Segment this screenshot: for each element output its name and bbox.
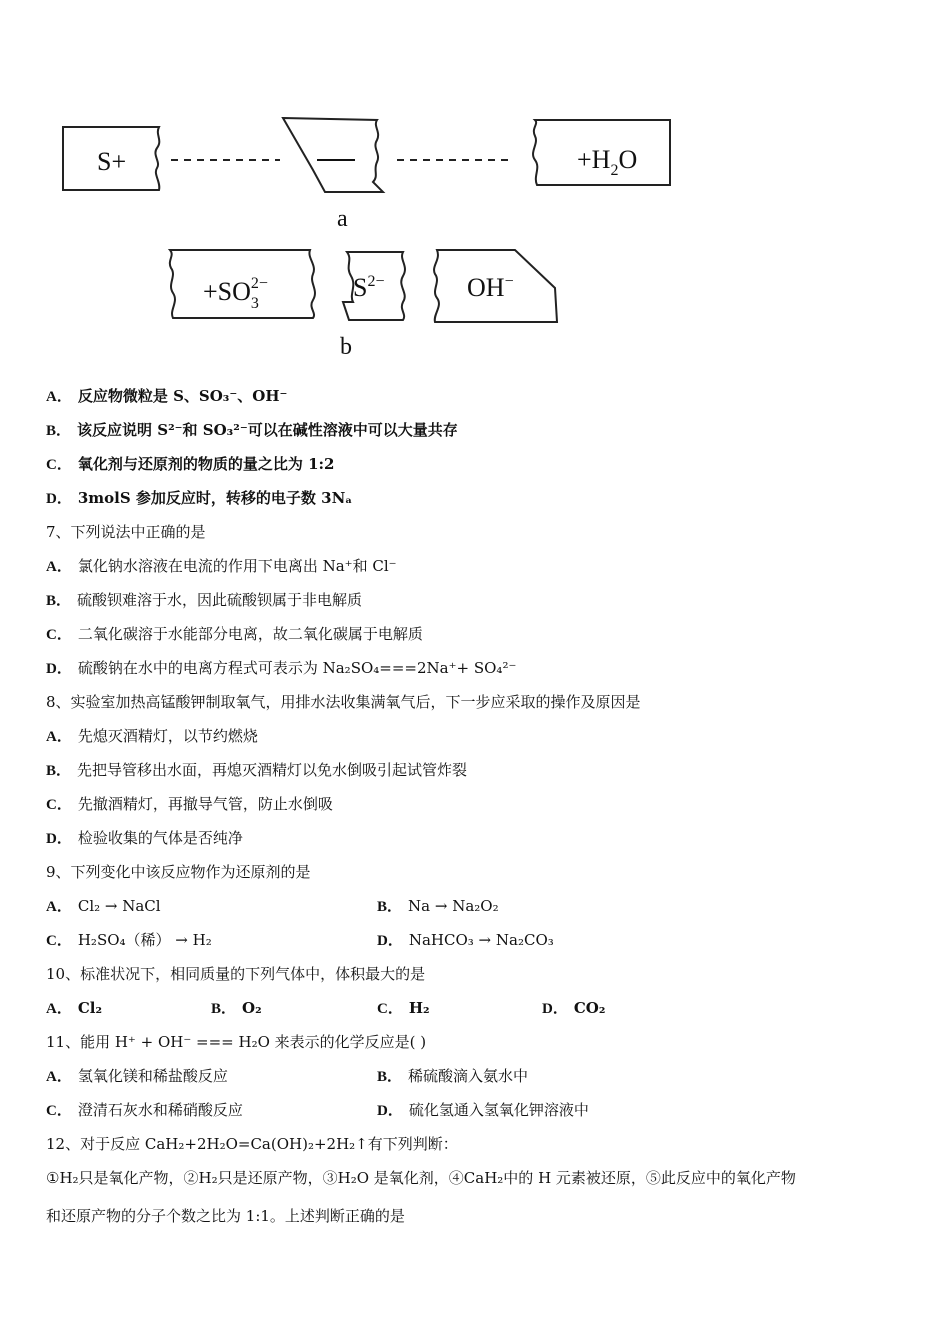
q12-statements-line-2: 和还原产物的分子个数之比为 1:1。上述判断正确的是 bbox=[46, 1207, 405, 1225]
q8-option-a: A． 先熄灭酒精灯，以节约燃烧 bbox=[46, 727, 258, 745]
q11-option-c: C． 澄清石灰水和稀硝酸反应 bbox=[46, 1101, 243, 1119]
q9-option-b: B． Na → Na₂O₂ bbox=[377, 897, 499, 915]
q9-option-d: D． NaHCO₃ → Na₂CO₃ bbox=[377, 931, 554, 949]
q9-options-row-1 bbox=[46, 896, 926, 918]
q10-options-row bbox=[46, 998, 926, 1020]
q8-option-d: D． 检验收集的气体是否纯净 bbox=[46, 829, 243, 847]
q6-option-d: D． 3molS 参加反应时，转移的电子数 3Nₐ bbox=[46, 489, 353, 507]
piece-s-plus: S+ bbox=[97, 147, 127, 176]
q10-option-c: C． H₂ bbox=[377, 999, 430, 1017]
q11-stem: 11、能用 H⁺ + OH⁻ === H₂O 来表示的化学反应是( ) bbox=[46, 1033, 427, 1051]
q9-option-c: C． H₂SO₄（稀） → H₂ bbox=[46, 931, 212, 949]
q10-option-d: D． CO₂ bbox=[542, 999, 606, 1017]
q11-option-d: D． 硫化氢通入氢氧化钾溶液中 bbox=[377, 1101, 589, 1119]
label-b: b bbox=[340, 334, 352, 360]
q11-option-b: B． 稀硫酸滴入氨水中 bbox=[377, 1067, 529, 1085]
q12-stem: 12、对于反应 CaH₂+2H₂O=Ca(OH)₂+2H₂↑有下列判断： bbox=[46, 1135, 458, 1153]
label-a: a bbox=[337, 206, 348, 232]
reaction-diagram bbox=[55, 110, 695, 360]
q8-option-b: B． 先把导管移出水面，再熄灭酒精灯以免水倒吸引起试管炸裂 bbox=[46, 761, 468, 779]
puzzle-pieces-figure bbox=[55, 110, 695, 360]
svg-text:OH−: OH− bbox=[467, 273, 514, 302]
q8-stem: 8、实验室加热高锰酸钾制取氧气，用排水法收集满氧气后，下一步应采取的操作及原因是 bbox=[46, 693, 641, 711]
q6-option-c: C． 氧化剂与还原剂的物质的量之比为 1:2 bbox=[46, 455, 335, 473]
q12-statements-line-1: ①H₂只是氧化产物，②H₂只是还原产物，③H₂O 是氧化剂，④CaH₂中的 H 元素被还原，⑤此反应中的氧化产物 bbox=[46, 1169, 796, 1187]
q7-option-b: B． 硫酸钡难溶于水，因此硫酸钡属于非电解质 bbox=[46, 591, 363, 609]
q6-option-b: B． 该反应说明 S²⁻和 SO₃²⁻可以在碱性溶液中可以大量共存 bbox=[46, 421, 458, 439]
q7-option-d: D． 硫酸钠在水中的电离方程式可表示为 Na₂SO₄===2Na⁺+ SO₄²⁻ bbox=[46, 659, 517, 677]
q7-stem: 7、下列说法中正确的是 bbox=[46, 523, 206, 541]
q8-option-c: C． 先撤酒精灯，再撤导气管，防止水倒吸 bbox=[46, 795, 333, 813]
q11-options-row-1 bbox=[46, 1066, 926, 1088]
q9-stem: 9、下列变化中该反应物作为还原剂的是 bbox=[46, 863, 311, 881]
q10-stem: 10、标准状况下，相同质量的下列气体中，体积最大的是 bbox=[46, 965, 426, 983]
q7-option-c: C． 二氧化碳溶于水能部分电离，故二氧化碳属于电解质 bbox=[46, 625, 423, 643]
svg-text:+H2O: $+H_2O$ bbox=[577, 145, 638, 179]
q9-options-row-2 bbox=[46, 930, 926, 952]
q10-option-a: A． Cl₂ bbox=[46, 999, 103, 1017]
q6-option-a: A． 反应物微粒是 S、SO₃⁻、OH⁻ bbox=[46, 387, 288, 405]
svg-text:+SO32−: $+SO_32-$ bbox=[203, 275, 268, 312]
q11-option-a: A． 氢氧化镁和稀盐酸反应 bbox=[46, 1067, 228, 1085]
q10-option-b: B． O₂ bbox=[211, 999, 262, 1017]
svg-text:S2−: $S^{2-}$ bbox=[353, 273, 385, 302]
q7-option-a: A． 氯化钠水溶液在电流的作用下电离出 Na⁺和 Cl⁻ bbox=[46, 557, 397, 575]
q11-options-row-2 bbox=[46, 1100, 926, 1122]
q9-option-a: A． Cl₂ → NaCl bbox=[46, 897, 161, 915]
